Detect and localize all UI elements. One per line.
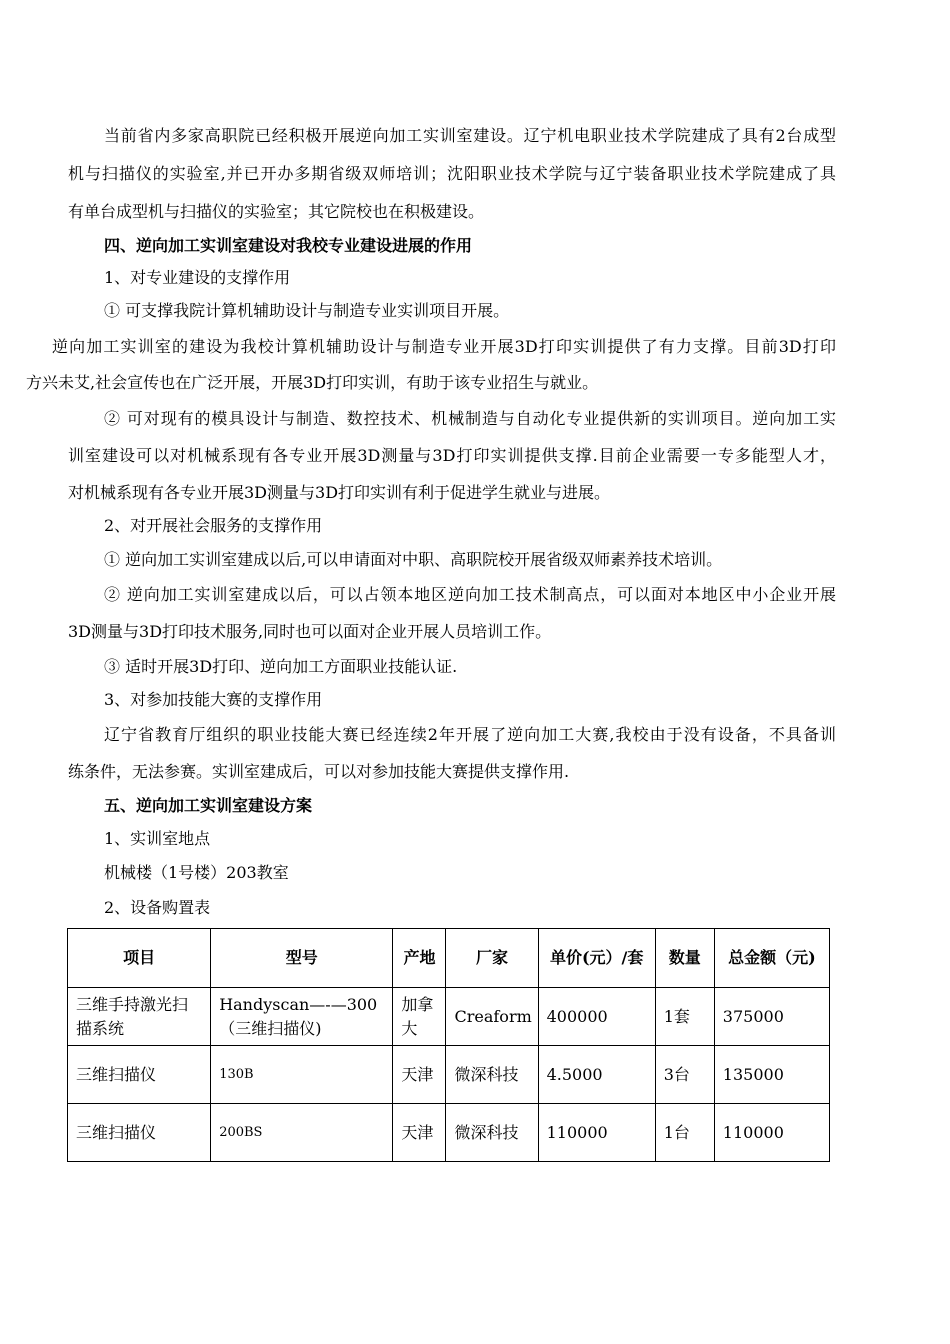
subheading: 1、对专业建设的支撑作用 bbox=[104, 268, 291, 287]
table-header-row bbox=[68, 929, 830, 988]
list-item: ① 逆向加工实训室建成以后,可以申请面对中职、高职院校开展省级双师素养技术培训。 bbox=[104, 550, 723, 569]
header-total: 总金额（元) bbox=[714, 929, 829, 988]
section-heading-4: 四、逆向加工实训室建设对我校专业建设进展的作用 bbox=[104, 236, 473, 255]
cell-quantity: 1套 bbox=[655, 988, 714, 1046]
header-item: 项目 bbox=[68, 929, 211, 988]
cell-total: 135000 bbox=[714, 1046, 829, 1104]
list-item-line: ② 逆向加工实训室建成以后，可以占领本地区逆向加工技术制高点，可以面对本地区中小企业开展 bbox=[104, 585, 836, 604]
paragraph-line: 有单台成型机与扫描仪的实验室；其它院校也在积极建设。 bbox=[68, 202, 485, 221]
header-model: 型号 bbox=[211, 929, 393, 988]
cell-model: 200BS bbox=[211, 1104, 393, 1162]
list-item: ① 可支撑我院计算机辅助设计与制造专业实训项目开展。 bbox=[104, 301, 510, 320]
cell-item: 三维扫描仪 bbox=[68, 1104, 211, 1162]
paragraph-line: 逆向加工实训室的建设为我校计算机辅助设计与制造专业开展3D打印实训提供了有力支撑。目前3D打印 bbox=[52, 337, 836, 356]
table-row bbox=[68, 1046, 830, 1104]
section-heading-5: 五、逆向加工实训室建设方案 bbox=[104, 796, 313, 815]
cell-maker: 微深科技 bbox=[446, 1046, 538, 1104]
header-quantity: 数量 bbox=[655, 929, 714, 988]
subheading: 1、实训室地点 bbox=[104, 829, 211, 848]
list-item-line: ② 可对现有的模具设计与制造、数控技术、机械制造与自动化专业提供新的实训项目。逆向加工实 bbox=[104, 409, 836, 428]
subheading: 2、设备购置表 bbox=[104, 898, 211, 917]
paragraph-line: 当前省内多家高职院已经积极开展逆向加工实训室建设。辽宁机电职业技术学院建成了具有2台成型 bbox=[104, 126, 836, 145]
equipment-table bbox=[67, 928, 830, 1162]
cell-origin: 天津 bbox=[393, 1046, 446, 1104]
table-row bbox=[68, 988, 830, 1046]
cell-quantity: 1台 bbox=[655, 1104, 714, 1162]
header-unit-price: 单价(元）/套 bbox=[538, 929, 655, 988]
cell-quantity: 3台 bbox=[655, 1046, 714, 1104]
paragraph-line: 练条件，无法参赛。实训室建成后，可以对参加技能大赛提供支撑作用. bbox=[68, 762, 570, 781]
paragraph-line: 机与扫描仪的实验室,并已开办多期省级双师培训；沈阳职业技术学院与辽宁装备职业技术学院建成了具 bbox=[68, 164, 836, 183]
cell-origin: 加拿大 bbox=[393, 988, 446, 1046]
paragraph-line: 方兴未艾,社会宣传也在广泛开展，开展3D打印实训，有助于该专业招生与就业。 bbox=[26, 373, 599, 392]
list-item-line: 训室建设可以对机械系现有各专业开展3D测量与3D打印实训提供支撑.目前企业需要一专多能型人才， bbox=[68, 446, 836, 465]
location-text: 机械楼（1号楼）203教室 bbox=[104, 863, 289, 882]
list-item-line: 对机械系现有各专业开展3D测量与3D打印实训有利于促进学生就业与进展。 bbox=[68, 483, 611, 502]
cell-unit-price: 400000 bbox=[538, 988, 655, 1046]
cell-model: 130B bbox=[211, 1046, 393, 1104]
list-item-line: 3D测量与3D打印技术服务,同时也可以面对企业开展人员培训工作。 bbox=[68, 622, 552, 641]
cell-model: Handyscan—-—300（三维扫描仪) bbox=[211, 988, 393, 1046]
list-item: ③ 适时开展3D打印、逆向加工方面职业技能认证. bbox=[104, 657, 458, 676]
header-origin: 产地 bbox=[393, 929, 446, 988]
cell-unit-price: 4.5000 bbox=[538, 1046, 655, 1104]
header-maker: 厂家 bbox=[446, 929, 538, 988]
table-row bbox=[68, 1104, 830, 1162]
cell-unit-price: 110000 bbox=[538, 1104, 655, 1162]
subheading: 2、对开展社会服务的支撑作用 bbox=[104, 516, 323, 535]
cell-origin: 天津 bbox=[393, 1104, 446, 1162]
cell-item: 三维手持激光扫描系统 bbox=[68, 988, 211, 1046]
cell-total: 375000 bbox=[714, 988, 829, 1046]
cell-total: 110000 bbox=[714, 1104, 829, 1162]
cell-maker: 微深科技 bbox=[446, 1104, 538, 1162]
paragraph-line: 辽宁省教育厅组织的职业技能大赛已经连续2年开展了逆向加工大赛,我校由于没有设备，不具备训 bbox=[104, 725, 836, 744]
subheading: 3、对参加技能大赛的支撑作用 bbox=[104, 690, 323, 709]
cell-maker: Creaform bbox=[446, 988, 538, 1046]
cell-item: 三维扫描仪 bbox=[68, 1046, 211, 1104]
